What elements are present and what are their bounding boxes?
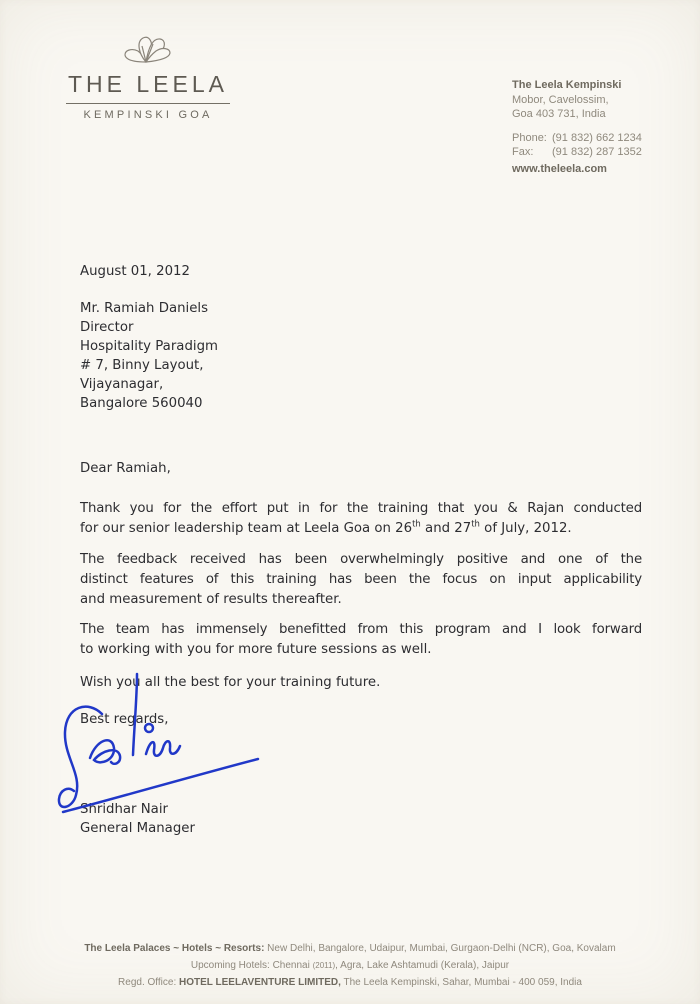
- website-url: www.theleela.com: [512, 162, 607, 175]
- closing-line: Best regards,: [80, 712, 169, 727]
- recipient-address: [80, 299, 642, 413]
- recipient-line: Vijayanagar,: [80, 377, 164, 392]
- recipient-line: Mr. Ramiah Daniels: [80, 301, 209, 316]
- paragraph-line: distinct features of this training has been the focus on input applicability: [80, 572, 642, 587]
- phone-number: (91 832) 662 1234: [552, 131, 642, 144]
- recipient-line: Bangalore 560040: [80, 396, 203, 411]
- paragraph-line: for our senior leadership team at Leela Goa on 26th and 27th of July, 2012.: [80, 519, 572, 536]
- paragraph-3: [80, 620, 642, 660]
- paragraph-line: and measurement of results thereafter.: [80, 592, 342, 607]
- letterhead-contact: [512, 79, 682, 176]
- paragraph-2: [80, 550, 642, 610]
- brand-name: THE LEELA: [68, 71, 228, 97]
- fax-label: Fax:: [512, 145, 534, 158]
- paragraph-line: to working with you for more future sessions as well.: [80, 642, 432, 657]
- leela-logo: [66, 34, 230, 121]
- fax-row: [512, 146, 682, 159]
- salutation: Dear Ramiah,: [80, 461, 171, 476]
- recipient-line: # 7, Binny Layout,: [80, 358, 204, 373]
- hotel-address-line: Goa 403 731, India: [512, 107, 606, 120]
- year-note: (2011): [312, 961, 336, 970]
- hotel-address-line: Mobor, Cavelossim,: [512, 94, 609, 106]
- ordinal-superscript: th: [412, 519, 421, 530]
- footer-line-2: Upcoming Hotels: Chennai (2011), Agra, Lake Ashtamudi (Kerala), Jaipur: [190, 960, 510, 971]
- signer-title: General Manager: [80, 821, 195, 836]
- fax-number: (91 832) 287 1352: [552, 145, 642, 158]
- brand-subtitle: KEMPINSKI GOA: [83, 109, 213, 121]
- wish-line: Wish you all the best for your training future.: [80, 675, 381, 690]
- phone-label: Phone:: [512, 131, 547, 144]
- signer-block: [80, 800, 642, 838]
- letter-body: [80, 262, 642, 838]
- paragraph-line: The feedback received has been overwhelmingly positive and one of the: [80, 552, 642, 567]
- hotel-name: The Leela Kempinski: [512, 79, 622, 91]
- phone-row: [512, 132, 682, 145]
- lotus-flower-icon: [123, 34, 173, 65]
- brand-divider: [66, 103, 230, 104]
- paragraph-1: [80, 499, 642, 539]
- footer-line-1: The Leela Palaces ~ Hotels ~ Resorts: New Delhi, Bangalore, Udaipur, Mumbai, Gurgaon-Delhi (NCR), Goa, Kovalam: [84, 943, 616, 954]
- recipient-line: Director: [80, 320, 134, 335]
- letter-date: August 01, 2012: [80, 264, 190, 279]
- letterhead-footer: [0, 936, 700, 991]
- recipient-line: Hospitality Paradigm: [80, 339, 218, 354]
- signer-name: Shridhar Nair: [80, 802, 168, 817]
- footer-line-3: Regd. Office: HOTEL LEELAVENTURE LIMITED, The Leela Kempinski, Sahar, Mumbai - 400 059, India: [118, 977, 582, 988]
- ordinal-superscript: th: [471, 519, 480, 530]
- paragraph-line: The team has immensely benefitted from this program and I look forward: [80, 622, 642, 637]
- paragraph-line: Thank you for the effort put in for the training that you & Rajan conducted: [80, 501, 642, 516]
